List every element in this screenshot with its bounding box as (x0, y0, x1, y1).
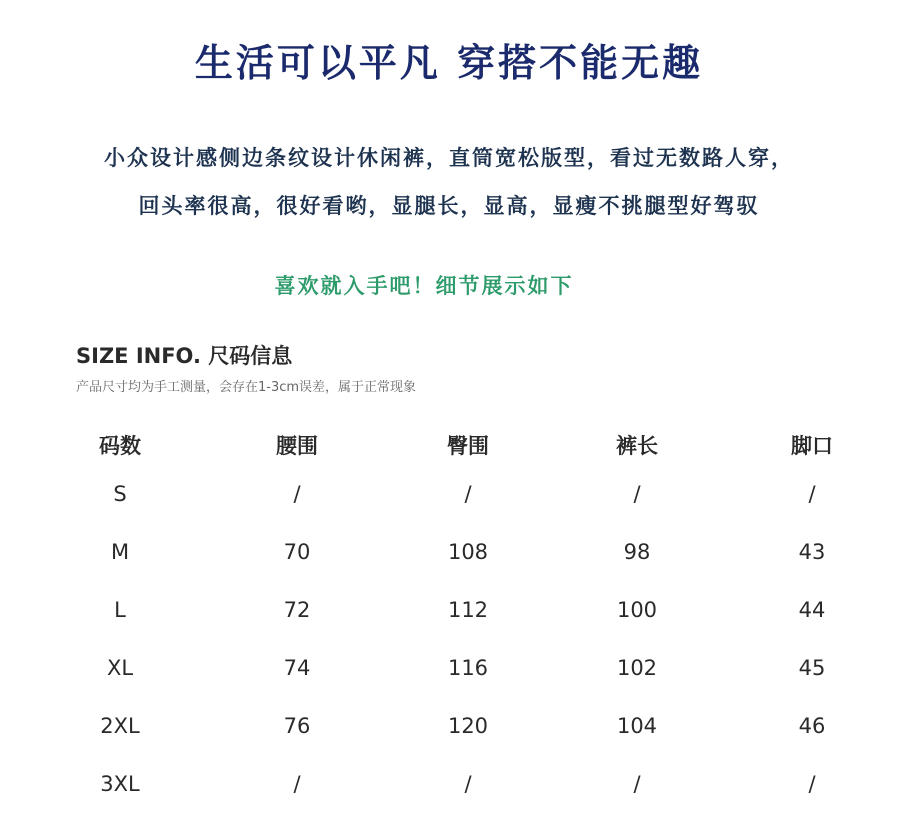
table-cell: / (808, 482, 816, 506)
table-cell: 104 (616, 714, 658, 738)
table-cell: S (113, 482, 127, 506)
description-line-2: 回头率很高，很好看哟，显腿长，显高，显瘦不挑腿型好驾驭 (138, 194, 760, 218)
table-cell: / (633, 772, 641, 796)
table-cell: 70 (283, 540, 311, 564)
table-cell: 44 (798, 598, 826, 622)
table-cell: 116 (447, 656, 489, 680)
table-row (0, 714, 898, 754)
header-leg-opening: 脚口 (791, 434, 833, 458)
table-cell: M (110, 540, 130, 564)
table-cell: 46 (798, 714, 826, 738)
table-row (0, 772, 898, 812)
table-cell: 76 (283, 714, 311, 738)
table-cell: 100 (616, 598, 658, 622)
table-cell: / (464, 772, 472, 796)
table-cell: 112 (447, 598, 489, 622)
header-hip: 臀围 (447, 434, 489, 458)
table-cell: / (293, 772, 301, 796)
table-cell: 72 (283, 598, 311, 622)
size-info-title: SIZE INFO. 尺码信息 (76, 344, 293, 368)
table-cell: 120 (447, 714, 489, 738)
table-cell: 3XL (100, 772, 140, 796)
call-to-action: 喜欢就入手吧！细节展示如下 (274, 274, 574, 298)
size-table-header (0, 430, 898, 470)
table-row (0, 656, 898, 696)
table-row (0, 598, 898, 638)
table-cell: 108 (447, 540, 489, 564)
table-cell: / (293, 482, 301, 506)
header-waist: 腰围 (276, 434, 318, 458)
table-cell: 102 (616, 656, 658, 680)
table-cell: / (464, 482, 472, 506)
table-row (0, 540, 898, 580)
page-headline: 生活可以平凡 穿搭不能无趣 (194, 41, 704, 85)
header-length: 裤长 (616, 434, 658, 458)
table-cell: XL (106, 656, 134, 680)
table-cell: 2XL (100, 714, 140, 738)
table-cell: 43 (798, 540, 826, 564)
table-cell: / (808, 772, 816, 796)
table-cell: 45 (798, 656, 826, 680)
table-cell: 98 (623, 540, 651, 564)
table-cell: 74 (283, 656, 311, 680)
table-cell: L (114, 598, 126, 622)
size-info-note: 产品尺寸均为手工测量，会存在1-3cm误差，属于正常现象 (76, 380, 417, 395)
table-row (0, 482, 898, 522)
description-line-1: 小众设计感侧边条纹设计休闲裤，直筒宽松版型，看过无数路人穿， (104, 146, 794, 170)
table-cell: / (633, 482, 641, 506)
header-size: 码数 (99, 434, 141, 458)
